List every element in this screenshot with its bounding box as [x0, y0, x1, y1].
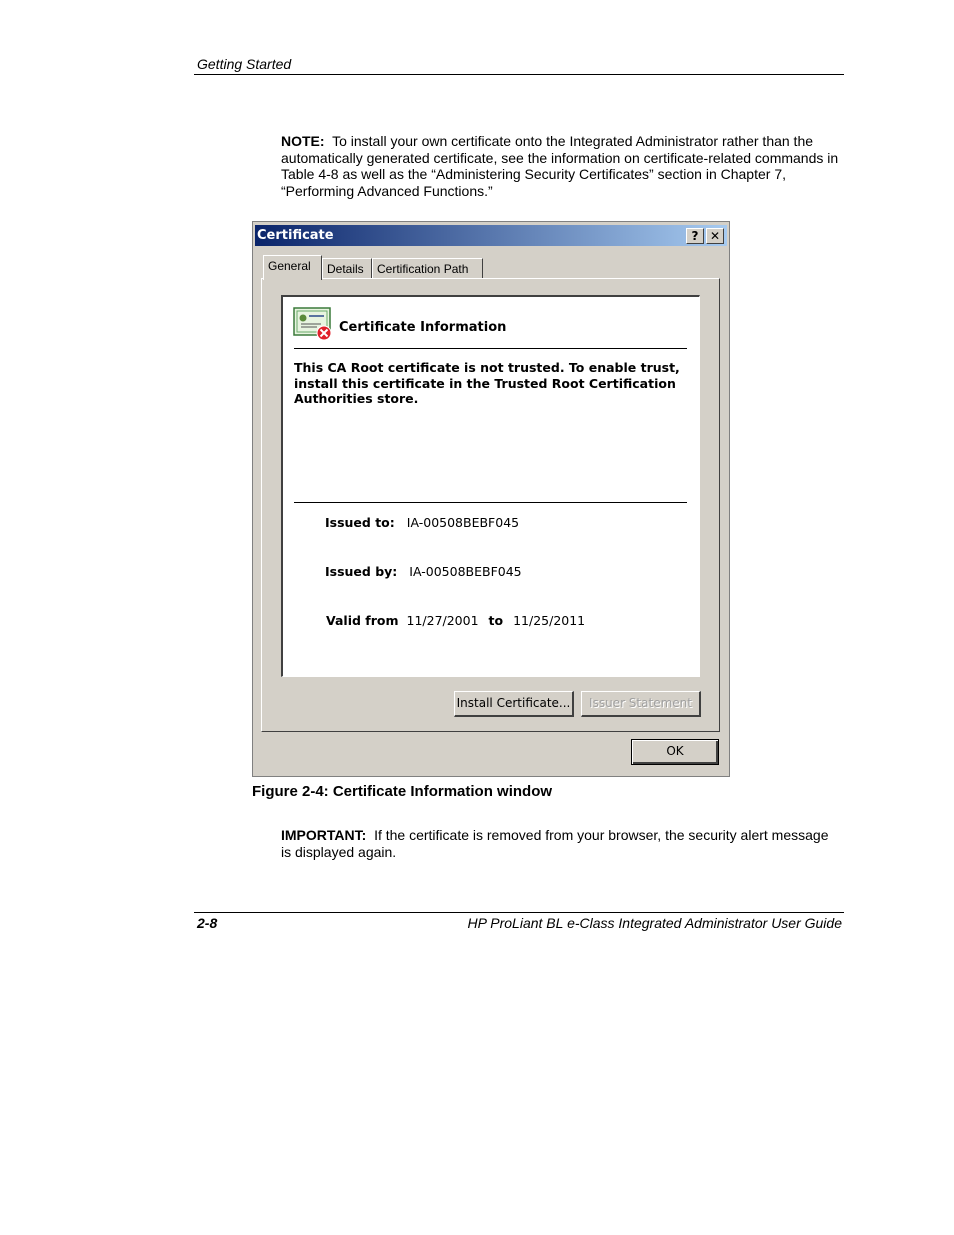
valid-from-label: Valid from	[326, 613, 399, 628]
note-label: NOTE:	[281, 133, 325, 149]
issued-by-value: IA-00508BEBF045	[409, 564, 522, 579]
info-divider-bottom	[294, 502, 687, 503]
page-number: 2-8	[197, 915, 218, 931]
info-heading: Certificate Information	[339, 320, 507, 335]
tab-certification-path-label: Certification Path	[377, 262, 469, 276]
tab-details[interactable]	[322, 258, 372, 279]
important-line: is displayed again.	[281, 843, 397, 860]
help-button[interactable]	[686, 228, 704, 244]
note-line: “Performing Advanced Functions.”	[281, 182, 493, 199]
dialog-title: Certificate	[257, 228, 334, 243]
note-paragraph	[281, 133, 846, 199]
issued-to-row	[325, 515, 519, 530]
running-header: Getting Started	[197, 56, 292, 72]
validity-row	[326, 613, 585, 628]
trust-warning-line: install this certificate in the Trusted Root Certification	[294, 375, 676, 391]
issuer-statement-label: Issuer Statement	[589, 696, 692, 710]
issued-by-label: Issued by:	[325, 564, 398, 579]
issued-to-value: IA-00508BEBF045	[406, 515, 520, 530]
issuer-statement-button[interactable]	[581, 691, 701, 717]
trust-warning	[294, 360, 680, 407]
tab-certification-path[interactable]	[372, 258, 483, 279]
install-certificate-label: Install Certificate...	[456, 696, 571, 710]
tab-general-label: General	[268, 259, 311, 273]
close-button[interactable]	[706, 228, 724, 244]
footer-rule	[194, 912, 844, 913]
ok-label: OK	[666, 744, 684, 758]
note-line: To install your own certificate onto the Integrated Administrator rather than the	[332, 133, 814, 149]
close-icon: ✕	[709, 229, 721, 243]
certificate-error-icon	[293, 307, 333, 341]
dialog-titlebar	[255, 225, 727, 246]
trust-warning-line: This CA Root certificate is not trusted. To enable trust,	[294, 360, 680, 375]
valid-to-value: 11/25/2011	[513, 613, 586, 628]
figure-caption: Figure 2-4: Certificate Information window	[252, 783, 553, 800]
valid-from-value: 11/27/2001	[406, 613, 479, 628]
trust-warning-line: Authorities store.	[294, 391, 419, 406]
info-divider-top	[294, 348, 687, 349]
issued-to-label: Issued to:	[325, 515, 395, 530]
tab-general[interactable]	[263, 255, 322, 280]
issued-by-row	[325, 564, 522, 579]
note-line: automatically generated certificate, see the information on certificate-related commands in	[281, 149, 839, 166]
important-paragraph	[281, 827, 846, 860]
ok-button[interactable]	[631, 739, 719, 765]
valid-to-label: to	[488, 613, 504, 628]
important-line: If the certificate is removed from your browser, the security alert message	[374, 827, 829, 843]
help-icon: ?	[691, 229, 699, 243]
note-line: Table 4-8 as well as the “Administering Security Certificates” section in Chapter 7,	[281, 166, 786, 182]
guide-title: HP ProLiant BL e-Class Integrated Administrator User Guide	[467, 915, 842, 931]
header-rule	[194, 74, 844, 75]
tab-details-label: Details	[327, 262, 364, 276]
important-label: IMPORTANT:	[281, 827, 367, 843]
install-certificate-button[interactable]	[454, 691, 574, 717]
